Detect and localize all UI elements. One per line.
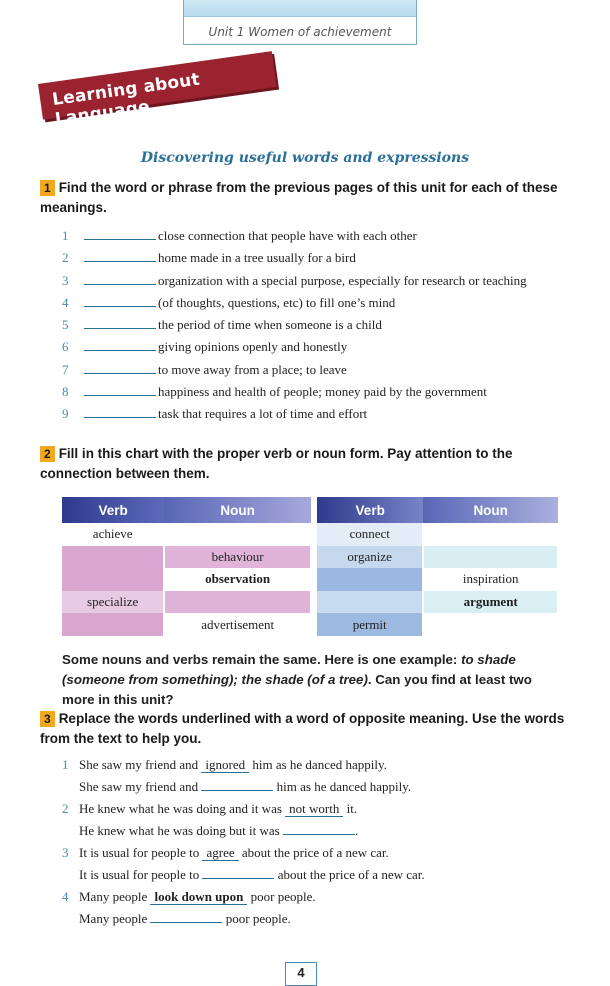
answer-blank[interactable] [84,261,156,262]
list-item [62,295,562,317]
verb-header: Verb [62,497,164,523]
sentence-text: Many people [79,889,151,904]
table-row [317,523,558,546]
verb-cell[interactable] [317,591,423,614]
noun-cell: argument [423,591,558,614]
table-row [62,591,311,614]
item-number: 3 [62,845,69,860]
note-separator: ; [233,672,242,687]
table-row [62,546,311,569]
verb-cell: permit [317,613,423,636]
exercise-1-number: 1 [40,180,55,196]
table-row [62,523,311,546]
item-number: 1 [62,228,69,243]
underlined-word: look down upon [150,890,247,905]
note-example: the shade (of a tree) [241,672,368,687]
verb-cell[interactable] [317,568,423,591]
item-number: 2 [62,250,69,266]
list-item [62,228,562,250]
verb-cell[interactable] [62,613,164,636]
table-row [317,591,558,614]
sentence-text: He knew what he was doing but it was [79,823,283,838]
sentence-text: poor people. [247,889,316,904]
noun-header: Noun [423,497,558,523]
answer-blank[interactable] [84,328,156,329]
water-illustration [184,0,416,17]
verb-header: Verb [317,497,423,523]
sentence-text: He knew what he was doing and it was [79,801,286,816]
list-item [62,384,562,406]
subheading: Discovering useful words and expressions [140,150,470,166]
sentence-text: it. [343,801,358,816]
noun-cell[interactable] [423,523,558,546]
sentence-text: Many people [79,911,151,926]
note-example: to shade (someone from something) [62,652,516,687]
exercise-1-heading [40,178,568,218]
definition-text: close connection that people have with each other [158,228,417,243]
item-number: 4 [62,294,69,310]
sentence-list [62,757,562,933]
verb-cell: achieve [62,523,164,546]
sentence-text: him as he danced happily. [249,757,387,772]
list-item [62,823,562,845]
list-item [62,339,562,361]
answer-blank[interactable] [150,922,222,923]
definition-text: (of thoughts, questions, etc) to fill one’s mind [158,294,396,310]
noun-cell[interactable] [423,613,558,636]
item-number: 5 [62,317,69,333]
answer-blank[interactable] [202,878,274,879]
noun-cell: advertisement [164,613,311,636]
note-text: . Can you find at least two more in this unit? [62,672,532,707]
table-row [317,568,558,591]
section-banner [38,51,277,130]
list-item [62,250,562,272]
sentence-text: . [355,823,359,838]
underlined-word: not worth [285,802,343,817]
sentence-text: him as he danced happily. [273,779,412,794]
answer-blank[interactable] [84,395,156,396]
verb-cell: connect [317,523,423,546]
noun-cell[interactable] [164,591,311,614]
table-row [317,613,558,636]
list-item [62,362,562,384]
answer-blank[interactable] [84,350,156,351]
unit-banner [183,0,417,45]
same-form-note [62,650,568,710]
sentence-text: She saw my friend and [79,757,202,772]
page-number: 4 [285,962,317,986]
answer-blank[interactable] [283,834,355,835]
item-number: 1 [62,757,69,772]
exercise-1-instruction: Find the word or phrase from the previous pages of this unit for each of these meanings. [40,180,558,215]
verb-cell[interactable] [62,546,164,569]
definition-text: giving opinions openly and honestly [158,339,348,355]
sentence-text: She saw my friend and [79,779,202,794]
sentence-text: poor people. [222,911,291,926]
verb-cell[interactable] [62,568,164,591]
item-number: 9 [62,406,69,422]
list-item [62,801,562,823]
table-row [317,546,558,569]
item-number: 6 [62,339,69,355]
definition-text: happiness and health of people; money paid by the government [158,384,487,400]
definition-text: organization with a special purpose, especially for research or teaching [158,272,527,288]
underlined-word: ignored [201,758,249,773]
sentence-text: It is usual for people to [79,845,203,860]
note-text: Some nouns and verbs remain the same. Here is one example: [62,652,462,667]
answer-blank[interactable] [84,373,156,374]
exercise-2-number: 2 [40,446,55,462]
table-row [62,613,311,636]
definition-text: the period of time when someone is a child [158,317,382,333]
noun-header: Noun [164,497,311,523]
noun-cell: observation [164,568,311,591]
sentence-text: about the price of a new car. [238,845,389,860]
exercise-3-heading [40,709,568,749]
definition-list [62,228,562,429]
exercise-3-number: 3 [40,711,55,727]
answer-blank[interactable] [84,284,156,285]
exercise-3-instruction: Replace the words underlined with a word of opposite meaning. Use the words from the text to help you. [40,711,565,746]
noun-cell: behaviour [164,546,311,569]
underlined-word: agree [202,846,238,861]
sentence-text: It is usual for people to [79,867,203,882]
definition-text: home made in a tree usually for a bird [158,250,356,266]
table-row [62,568,311,591]
verb-noun-table-left [62,497,312,636]
answer-blank[interactable] [84,306,156,307]
sentence-text: about the price of a new car. [274,867,425,882]
list-item [62,867,562,889]
exercise-2-instruction: Fill in this chart with the proper verb or noun form. Pay attention to the connection between them. [40,446,513,481]
answer-blank[interactable] [201,790,273,791]
list-item [62,889,562,911]
verb-noun-table-right [317,497,559,636]
noun-cell[interactable] [423,546,558,569]
unit-title: Unit 1 Women of achievement [208,25,392,39]
section-title: Learning about Language [50,69,202,130]
list-item [62,406,562,428]
item-number: 4 [62,889,69,904]
verb-cell: organize [317,546,423,569]
definition-text: to move away from a place; to leave [158,361,347,377]
noun-cell[interactable] [164,523,311,546]
list-item [62,273,562,295]
noun-cell: inspiration [423,568,558,591]
list-item [62,911,562,933]
definition-text: task that requires a lot of time and effort [158,406,368,422]
item-number: 3 [62,272,69,288]
verb-cell: specialize [62,591,164,614]
answer-blank[interactable] [84,239,156,240]
item-number: 8 [62,384,69,400]
exercise-2-heading [40,444,568,484]
list-item [62,757,562,779]
item-number: 2 [62,801,69,816]
list-item [62,779,562,801]
list-item [62,317,562,339]
list-item [62,845,562,867]
answer-blank[interactable] [84,417,156,418]
item-number: 7 [62,361,69,377]
